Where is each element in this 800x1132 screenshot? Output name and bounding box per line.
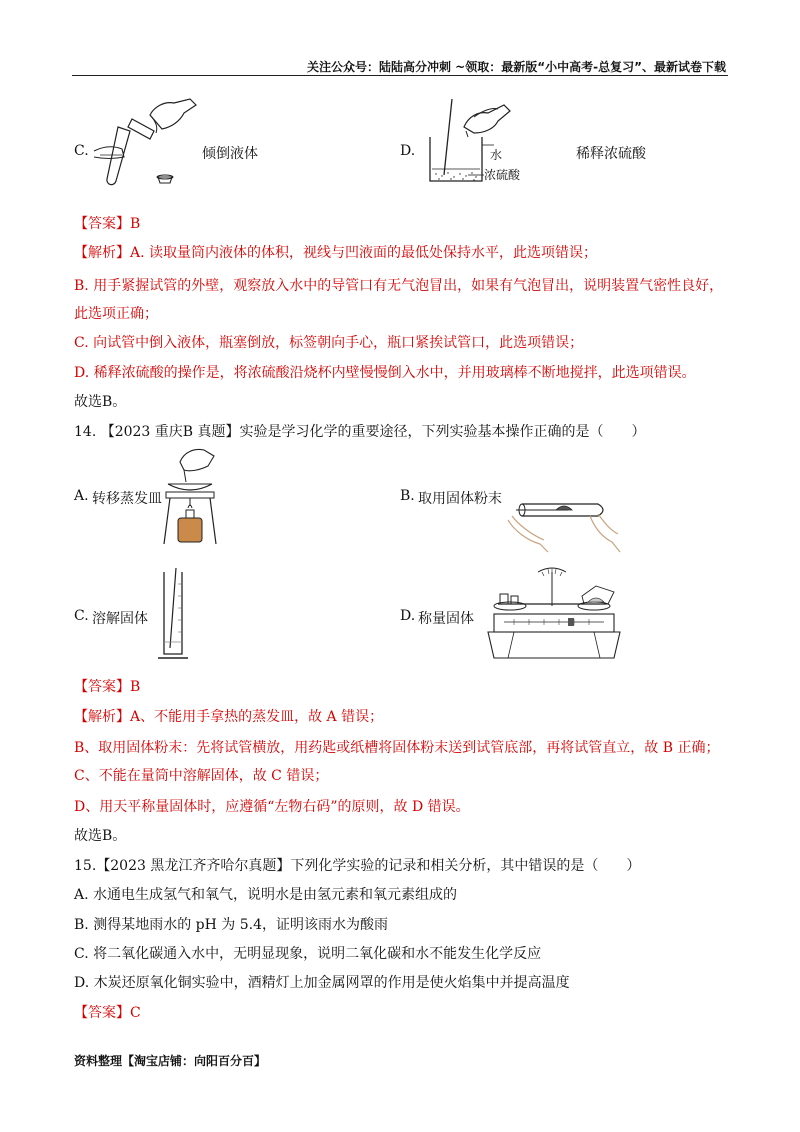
q15-answer <box>74 1003 141 1023</box>
q13-option-d-text: 稀释浓硫酸 <box>576 146 646 162</box>
q14-option-d-letter: D. <box>400 608 416 624</box>
q13-analysis-line-1 <box>74 243 597 263</box>
answer-tag: 【答案】 <box>74 216 130 232</box>
header-divider <box>72 75 728 76</box>
q14-analysis-line-2: B、取用固体粉末：先将试管横放，用药匙或纸槽将固体粉末送到试管底部，再将试管直立，故 B 正确； <box>74 740 720 756</box>
q15-option-b: B. 测得某地雨水的 pH 为 5.4，证明该雨水为酸雨 <box>74 917 388 933</box>
q14-analysis-line-4: D、用天平称量固体时，应遵循“左物右码”的原则，故 D 错误。 <box>74 799 470 815</box>
q13-analysis-line-2: B. 用手紧握试管的外壁，观察放入水中的导管口有无气泡冒出，如果有气泡冒出，说明装置气密性良好， <box>74 278 724 294</box>
powder-test-tube-illustration <box>508 490 620 556</box>
q14-option-c-text: 溶解固体 <box>92 611 148 627</box>
label-concentrated-acid: 浓硫酸 <box>484 168 521 182</box>
q13-analysis-line-4: C. 向试管中倒入液体，瓶塞倒放，标签朝向手心，瓶口紧挨试管口，此选项错误； <box>74 335 584 351</box>
q14-option-b-letter: B. <box>400 488 415 504</box>
q13-analysis-line-3: 此选项正确； <box>74 306 158 322</box>
q15-option-d: D. 木炭还原氧化铜实验中，酒精灯上加金属网罩的作用是使火焰集中并提高温度 <box>74 975 570 991</box>
analysis-text: A. 读取量筒内液体的体积，视线与凹液面的最低处保持水平，此选项错误； <box>130 245 598 261</box>
label-water: 水 <box>490 148 503 162</box>
analysis-text: A、不能用手拿热的蒸发皿，故 A 错误； <box>130 709 384 725</box>
answer-tag: 【答案】 <box>74 679 130 695</box>
q14-option-b-text: 取用固体粉末 <box>418 491 502 507</box>
analysis-tag: 【解析】 <box>74 245 130 261</box>
q14-option-d-text: 称量固体 <box>418 611 474 627</box>
page-header: 关注公众号：陆陆高分冲刺 ~领取：最新版“小中高考-总复习”、最新试卷下载 <box>307 60 726 74</box>
q14-option-a-letter: A. <box>74 488 89 504</box>
q14-option-a-text: 转移蒸发皿 <box>92 491 162 507</box>
q14-option-c-letter: C. <box>74 608 89 624</box>
balance-illustration <box>484 566 644 666</box>
graduated-cylinder-illustration <box>156 568 192 664</box>
dilute-sulfuric-acid-illustration <box>424 97 564 189</box>
pour-liquid-illustration <box>92 97 202 189</box>
answer-value: B <box>130 679 141 695</box>
q13-conclusion: 故选B。 <box>74 394 127 410</box>
q13-analysis-line-5: D. 稀释浓硫酸的操作是，将浓硫酸沿烧杯内壁慢慢倒入水中，并用玻璃棒不断地搅拌，此选项错误。 <box>74 365 696 381</box>
q15-option-c: C. 将二氧化碳通入水中，无明显现象，说明二氧化碳和水不能发生化学反应 <box>74 946 542 962</box>
q13-option-d-letter: D. <box>400 143 416 159</box>
q13-option-c-letter: C. <box>74 143 89 159</box>
answer-value: C <box>130 1005 141 1021</box>
q15-option-a: A. 水通电生成氢气和氧气，说明水是由氢元素和氧元素组成的 <box>74 887 458 903</box>
q14-analysis-line-1 <box>74 707 383 727</box>
evaporating-dish-illustration <box>160 446 220 548</box>
q15-stem: 15.【2023 黑龙江齐齐哈尔真题】下列化学实验的记录和相关分析，其中错误的是（ ） <box>74 858 641 874</box>
answer-value: B <box>130 216 141 232</box>
q14-analysis-line-3: C、不能在量筒中溶解固体，故 C 错误； <box>74 768 329 784</box>
q13-answer <box>74 214 140 234</box>
answer-tag: 【答案】 <box>74 1005 130 1021</box>
q14-stem: 14. 【2023 重庆B 真题】实验是学习化学的重要途径，下列实验基本操作正确的是（ ） <box>74 424 646 440</box>
q13-option-c-text: 倾倒液体 <box>202 146 258 162</box>
page-footer: 资料整理【淘宝店铺：向阳百分百】 <box>74 1054 267 1068</box>
analysis-tag: 【解析】 <box>74 709 130 725</box>
q14-conclusion: 故选B。 <box>74 828 127 844</box>
q14-answer <box>74 677 140 697</box>
